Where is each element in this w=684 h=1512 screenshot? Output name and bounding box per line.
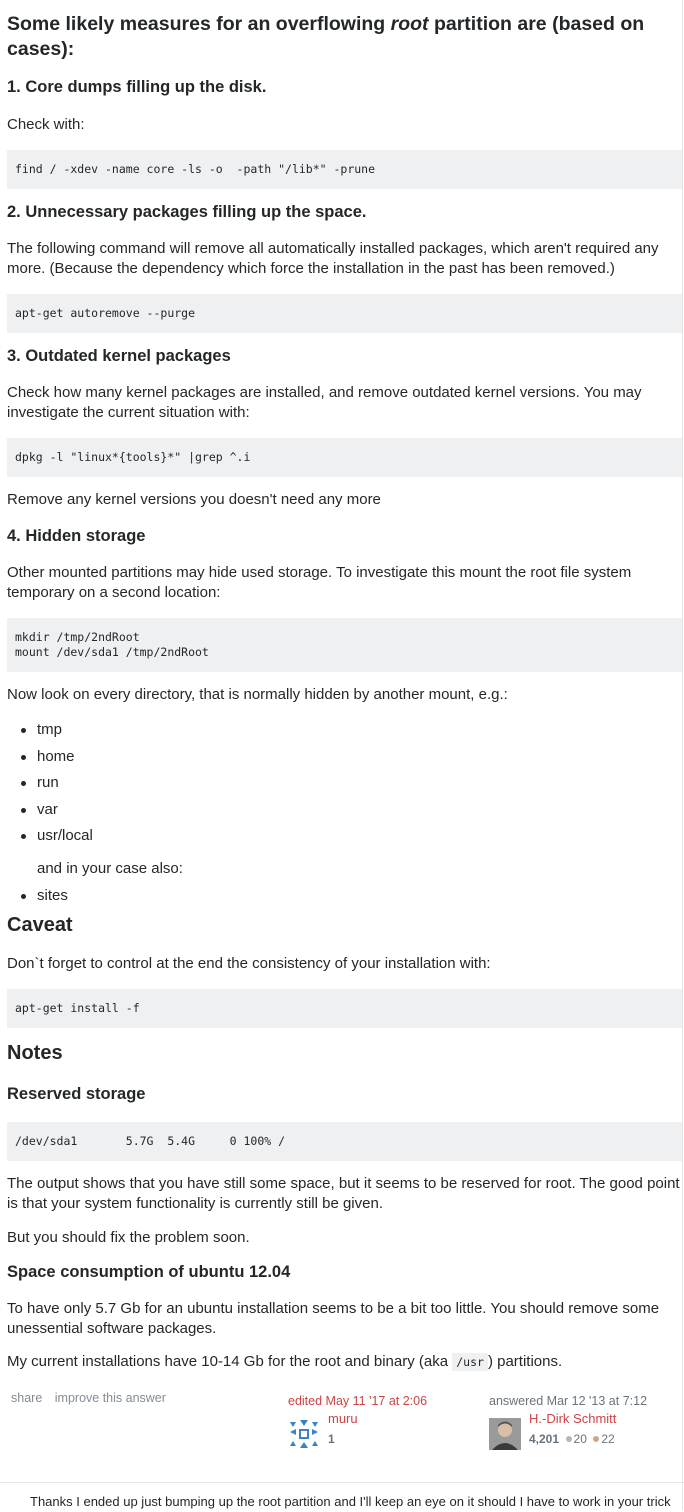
answered-timestamp: answered Mar 12 '13 at 7:12 [489,1394,648,1408]
edited-timestamp-link[interactable]: edited May 11 '17 at 2:06 [288,1394,428,1408]
bronze-badge-count: 22 [601,1432,615,1446]
space-text: To have only 5.7 Gb for an ubuntu installation seems to be a bit too little. You should remove some unessential software packages. [7,1300,660,1337]
comment-row [0,1482,684,1511]
code-block-dpkg: dpkg -l "linux*{tools}*" |grep ^.i [7,438,682,477]
usr-inline-code: /usr [452,1353,488,1371]
author-signature [489,1391,648,1446]
caveat-title: Caveat [7,914,73,936]
answer-heading: Some likely measures for an overflowing root partition are (based on cases): [7,13,645,60]
post-menu [11,1388,175,1408]
caveat-text: Don`t forget to control at the end the consistency of your installation with: [7,955,491,972]
post-footer [7,1382,682,1448]
list-item: home [7,748,682,775]
edited-signature [288,1391,428,1446]
bronze-badge-icon [593,1436,599,1442]
editor-reputation: 1 [328,1432,335,1446]
section-kernel-text: Check how many kernel packages are installed, and remove outdated kernel versions. You may investigate the current situation with: [7,384,642,421]
space-text-2: My current installations have 10-14 Gb for the root and binary (aka /usr ) partitions. [7,1353,563,1370]
hidden-dirs-list [7,721,682,854]
muru-avatar[interactable] [288,1418,320,1450]
author-stats [529,1429,684,1449]
notes-title: Notes [7,1042,63,1064]
code-block-df: /dev/sda1 5.7G 5.4G 0 100% / [7,1122,682,1161]
space-title: Space consumption of ubuntu 12.04 [7,1263,291,1281]
editor-details [328,1409,448,1449]
code-block-mount: mkdir /tmp/2ndRoot mount /dev/sda1 /tmp/2ndRoot [7,618,682,672]
reserved-title: Reserved storage [7,1085,146,1103]
answer-body [7,0,682,1448]
comment-text: Thanks I ended up just bumping up the root partition and I'll keep an eye on it should I have to work in your trick [30,1494,671,1509]
code-block-install: apt-get install -f [7,989,682,1028]
hidden-dirs-list-2 [7,887,682,914]
share-link[interactable]: share [11,1391,43,1405]
section-packages-text: The following command will remove all automatically installed packages, which aren't required any more. (Because the dependency which force the installation in the past has been removed.) [7,240,659,277]
section-hidden-title: 4. Hidden storage [7,527,146,545]
section-packages-title: 2. Unnecessary packages filling up the space. [7,203,367,221]
author-details [529,1409,684,1449]
section-hidden-text: Other mounted partitions may hide used storage. To investigate this mount the root file system temporary on a second location: [7,564,632,601]
list-item: run [7,774,682,801]
section-core-dumps-text: Check with: [7,116,85,133]
author-name-link[interactable]: H.-Dirk Schmitt [529,1411,617,1426]
author-reputation: 4,201 [529,1432,560,1446]
silver-badge-icon [566,1436,572,1442]
reserved-text: The output shows that you have still some space, but it seems to be reserved for root. The good point is that your system functionality is currently still be given. [7,1175,680,1212]
section-core-dumps-title: 1. Core dumps filling up the disk. [7,78,267,96]
reserved-text-2: But you should fix the problem soon. [7,1229,250,1246]
code-block-autoremove: apt-get autoremove --purge [7,294,682,333]
code-block-find: find / -xdev -name core -ls -o -path "/lib*" -prune [7,150,682,189]
improve-answer-link[interactable]: improve this answer [54,1391,166,1405]
section-kernel-after: Remove any kernel versions you doesn't need any more [7,491,381,508]
section-kernel-title: 3. Outdated kernel packages [7,347,231,365]
list-item: sites [7,887,682,914]
silver-badge-count: 20 [573,1432,587,1446]
list-also-text: and in your case also: [37,859,183,877]
list-item: var [7,801,682,828]
list-item: usr/local [7,827,682,854]
section-hidden-after: Now look on every directory, that is normally hidden by another mount, e.g.: [7,686,508,703]
editor-name-link[interactable]: muru [328,1411,358,1426]
author-avatar[interactable] [489,1418,521,1450]
list-item: tmp [7,721,682,748]
